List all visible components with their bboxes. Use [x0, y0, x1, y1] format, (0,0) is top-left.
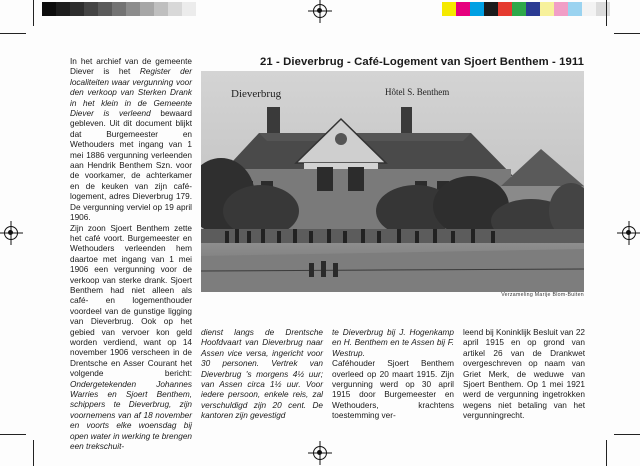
paragraph — [201, 328, 323, 422]
text-segment: bewaard gebleven. Uit dit document blijkt dat Burgemeester en Wethouders met ingang van 1 mei 1886 vergunning verleenden aan Hendrik Benthem Szn. voor de voorkamer, de achterkamer en de keuken van zijn café-logement, adres Dieverbrug 179. De vergunning verviel op 19 april 1906. — [70, 109, 192, 223]
crop-mark — [614, 33, 640, 34]
italic-text-segment: Ondergetekenden Johannes Warries en Sjoert Benthem, schippers te Dieverbrug, zijn voornemens van af 18 november en voorts elke woensdag bij open water in werking te brengen een trekschuit- — [70, 379, 192, 452]
crop-mark — [606, 0, 607, 26]
historic-photograph — [201, 71, 584, 292]
paragraph — [70, 224, 192, 453]
photo-label-right: Hôtel S. Benthem — [385, 87, 450, 97]
registration-mark-icon — [313, 4, 327, 18]
text-column-1 — [70, 57, 192, 452]
photo-caption: Verzameling Marije Blom-Buiten — [501, 292, 584, 298]
italic-text-segment: dienst langs de Drentsche Hoofdvaart van Dieverbrug naar Assen vice versa, ingericht voor 30 personen. Vertrek van Dieverbrug 's morgens 4½ uur; van Assen circa 1½ uur. Voor iedere persoon, enkele reis, zal verschuldigd zijn 20 cent. De kantoren zijn gevestigd — [201, 328, 323, 421]
crop-mark — [33, 440, 34, 466]
paragraph — [463, 328, 585, 422]
paragraph — [332, 328, 454, 359]
crop-mark — [614, 434, 640, 435]
text-segment: Caféhouder Sjoert Benthem overleed op 20 maart 1915. Zijn vergunning werd op 30 april 1915 door Burgemeester en Wethouders, krachtens toestemming ver- — [332, 359, 454, 421]
paragraph — [332, 359, 454, 421]
registration-mark-icon — [4, 226, 18, 240]
crop-mark — [33, 0, 34, 26]
color-calibration-bar — [442, 0, 610, 18]
grayscale-calibration-bar — [42, 0, 196, 18]
italic-text-segment: te Dieverbrug bij J. Hogenkamp en H. Benthem en te Assen bij F. Westrup. — [332, 328, 454, 358]
crop-mark — [0, 33, 26, 34]
italic-text-segment: Register der localiteiten waar vergunning voor den verkoop van Sterken Drank in het klein in de Gemeente Diever is verleend — [70, 67, 192, 119]
photo-label-left: Dieverbrug — [231, 88, 282, 100]
article-title: 21 - Dieverbrug - Café-Logement van Sjoert Benthem - 1911 — [260, 56, 584, 68]
text-segment: In het archief van de gemeente Diever is het — [70, 57, 192, 77]
text-segment: leend bij Koninklijk Besluit van 22 april 1915 en op grond van artikel 26 van de Drankwet overgeschreven op naam van Griet Merk, de weduwe van Sjoert Benthem. Op 1 mei 1921 werd de vergunning ingetrokken wegens niet betaling van het vergunningrecht. — [463, 328, 585, 421]
registration-mark-icon — [313, 446, 327, 460]
text-segment: Zijn zoon Sjoert Benthem zette het café voort. Burgemeester en Wethouders verleenden hem daartoe met ingang van 1 mei 1906 een vergunning voor de verkoop van sterke drank. Sjoert Benthem had niet alleen als café- en logementhouder voordeel van de gunstige ligging van Dieverbrug. Ook op het gebied van vervoer kon geld worden verdiend, want op 14 november 1906 verscheen in de Drentsche en Asser Courant het volgende bericht: — [70, 223, 192, 379]
crop-mark — [0, 434, 26, 435]
text-column-4 — [463, 328, 585, 422]
text-column-3 — [332, 328, 454, 422]
crop-mark — [606, 440, 607, 466]
paragraph — [70, 57, 192, 224]
text-column-2 — [201, 328, 323, 422]
registration-mark-icon — [622, 226, 636, 240]
